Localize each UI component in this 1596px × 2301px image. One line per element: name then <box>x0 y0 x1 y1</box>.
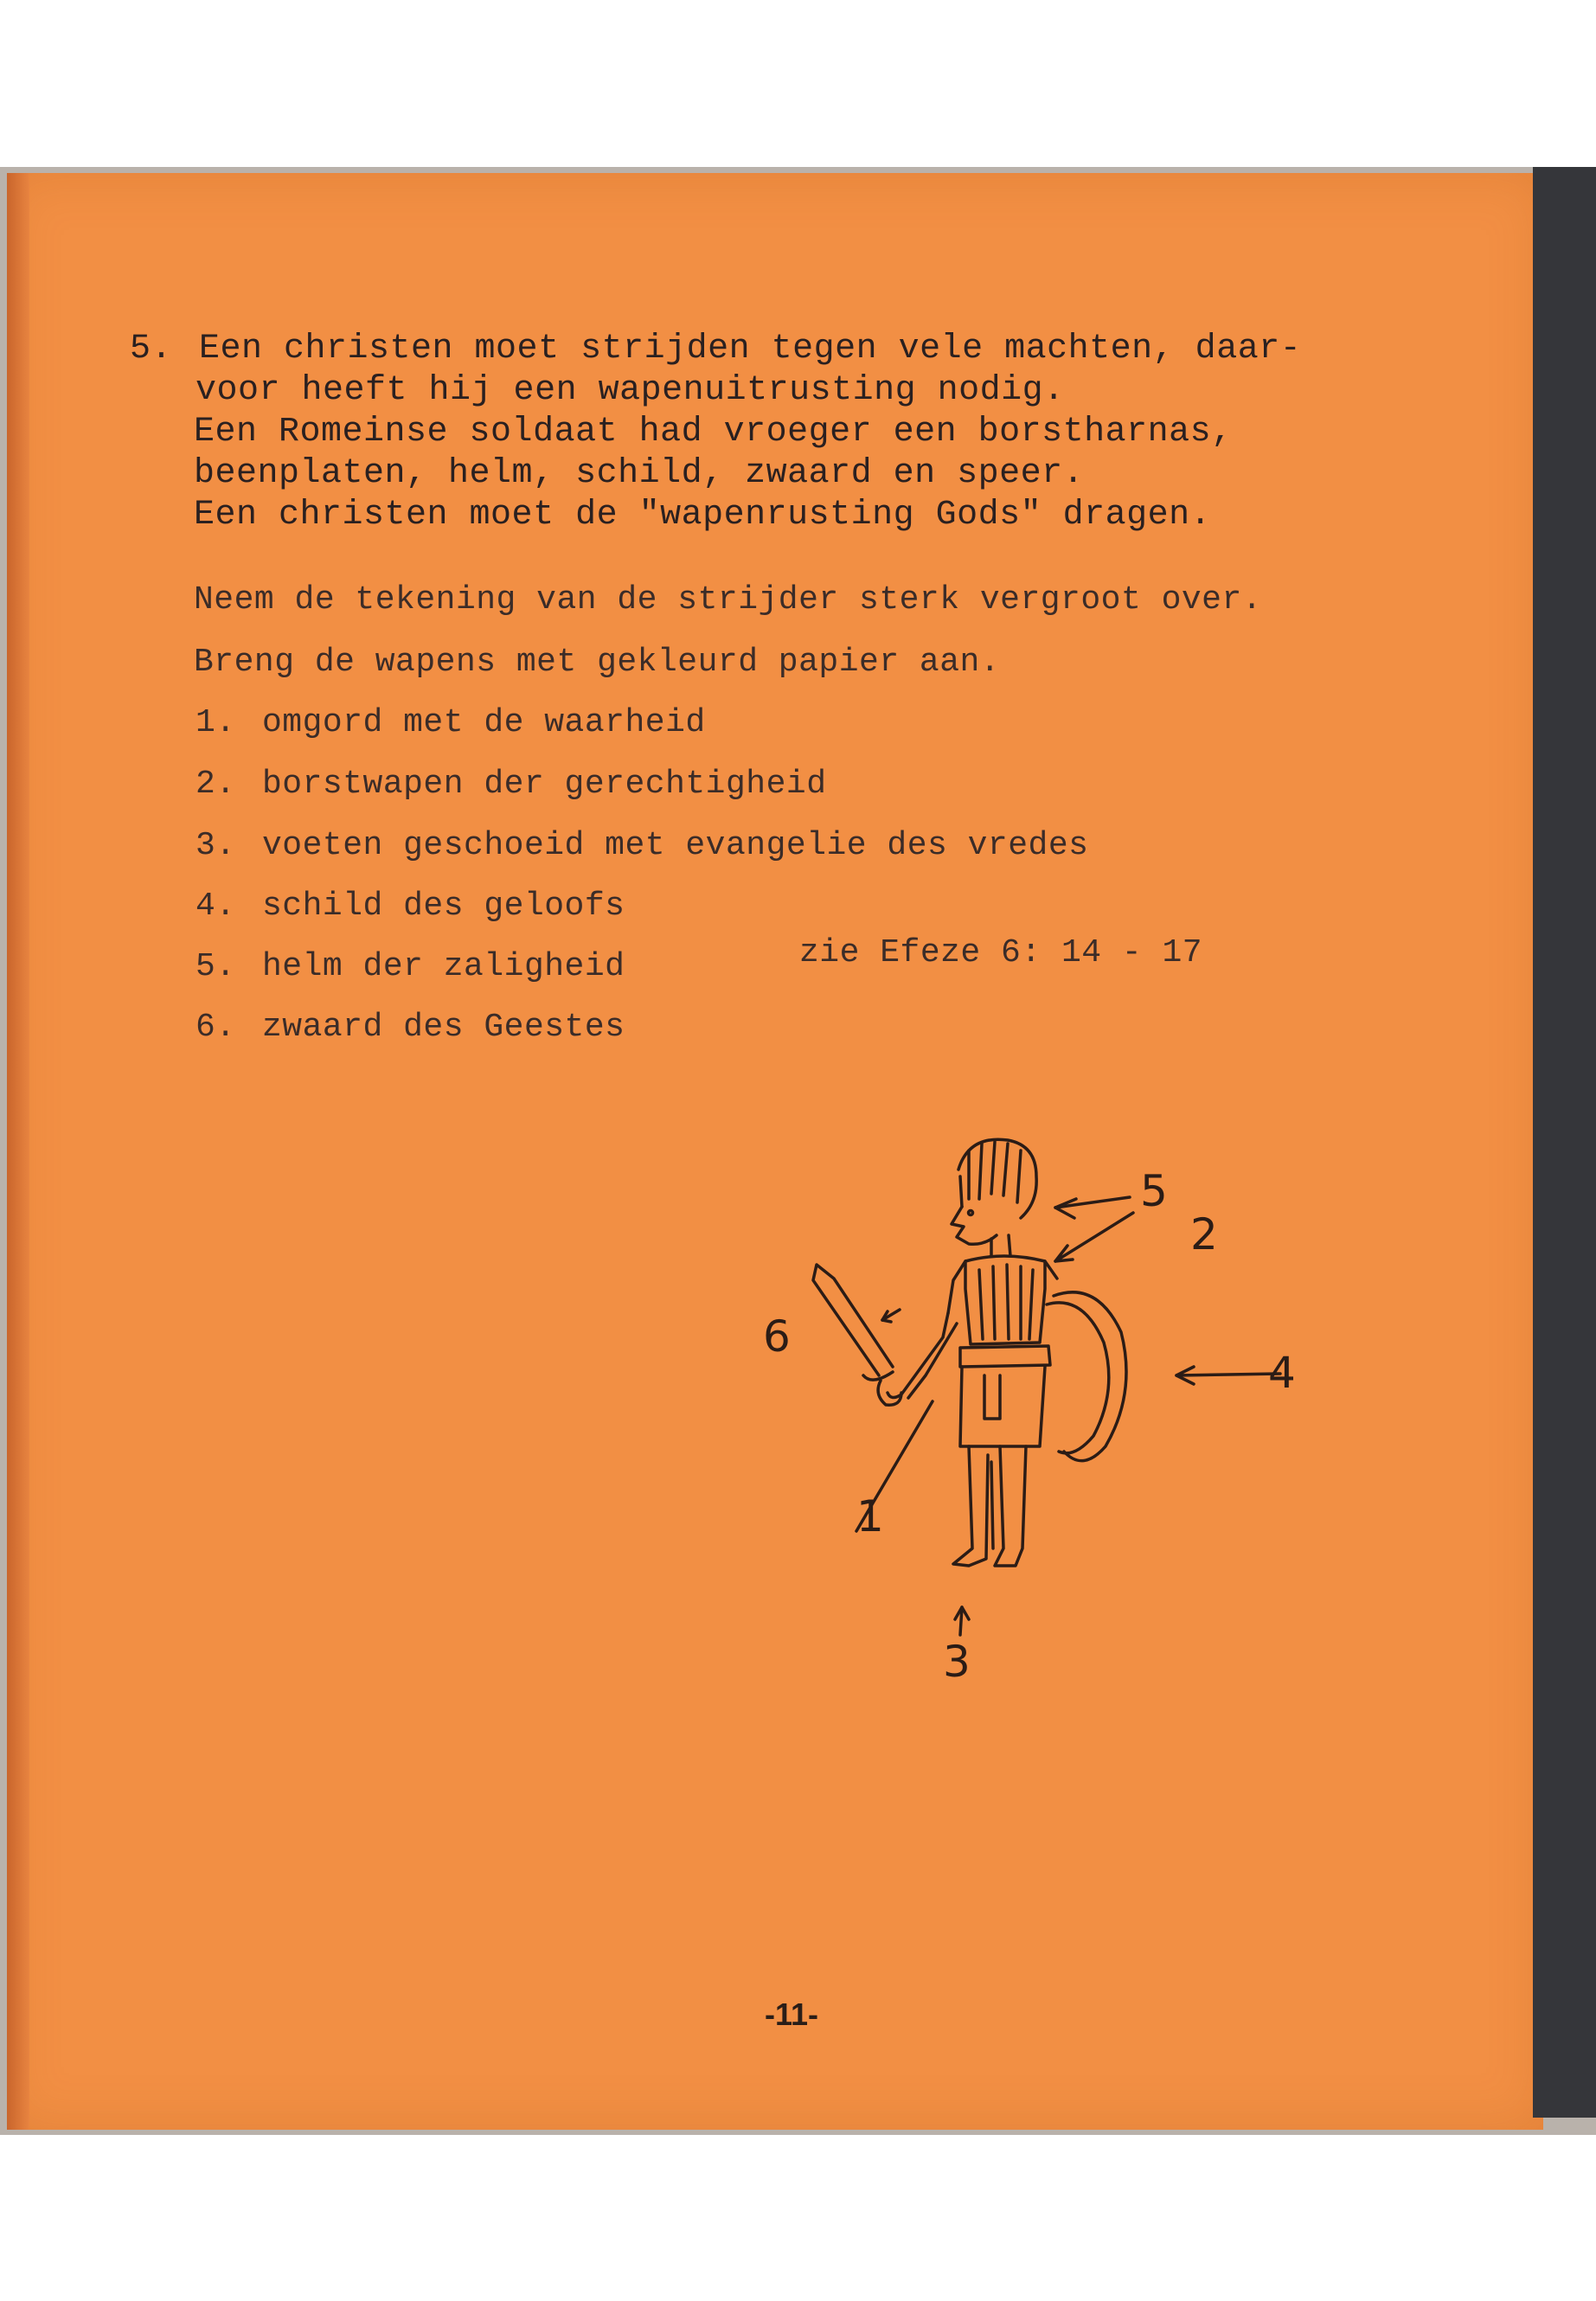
instruction-1: Neem de tekening van de strijder sterk vergroot over. <box>194 581 1263 619</box>
scripture-reference: zie Efeze 6: 14 - 17 <box>799 934 1203 971</box>
figure-label-5: 5 <box>1140 1166 1168 1216</box>
list-item-6-text: zwaard des Geestes <box>262 1009 625 1046</box>
list-item-1-num: 1. <box>195 704 236 741</box>
list-item-1-text: omgord met de waarheid <box>262 704 706 741</box>
dark-binding-strip <box>1533 167 1596 2118</box>
list-item-5-num: 5. <box>195 948 236 985</box>
figure-label-1: 1 <box>856 1491 884 1541</box>
instruction-2: Breng de wapens met gekleurd papier aan. <box>194 644 1001 681</box>
figure-label-2: 2 <box>1190 1209 1218 1259</box>
section-line-4: beenplaten, helm, schild, zwaard en speer. <box>194 454 1085 493</box>
list-item-2-text: borstwapen der gerechtigheid <box>262 766 827 803</box>
figure-label-3: 3 <box>943 1637 971 1687</box>
section-line-1: Een christen moet strijden tegen vele machten, daar- <box>199 330 1302 369</box>
list-item-3-num: 3. <box>195 827 236 864</box>
page-number: -11- <box>764 1997 819 2032</box>
list-item-2-num: 2. <box>195 766 236 803</box>
figure-label-6: 6 <box>763 1311 791 1362</box>
list-item-5-text: helm der zaligheid <box>262 948 625 985</box>
section-line-3: Een Romeinse soldaat had vroeger een borstharnas, <box>194 413 1233 452</box>
list-item-4-text: schild des geloofs <box>262 888 625 925</box>
figure-label-4: 4 <box>1268 1348 1296 1398</box>
list-item-3-text: voeten geschoeid met evangelie des vredes <box>262 827 1089 864</box>
section-number: 5. <box>130 330 173 369</box>
soldier-drawing <box>709 1116 1332 1739</box>
list-item-4-num: 4. <box>195 888 236 925</box>
list-item-6-num: 6. <box>195 1009 236 1046</box>
page-left-edge <box>7 173 29 2130</box>
section-line-2: voor heeft hij een wapenuitrusting nodig. <box>195 371 1065 410</box>
section-line-5: Een christen moet de "wapenrusting Gods" dragen. <box>194 496 1212 535</box>
